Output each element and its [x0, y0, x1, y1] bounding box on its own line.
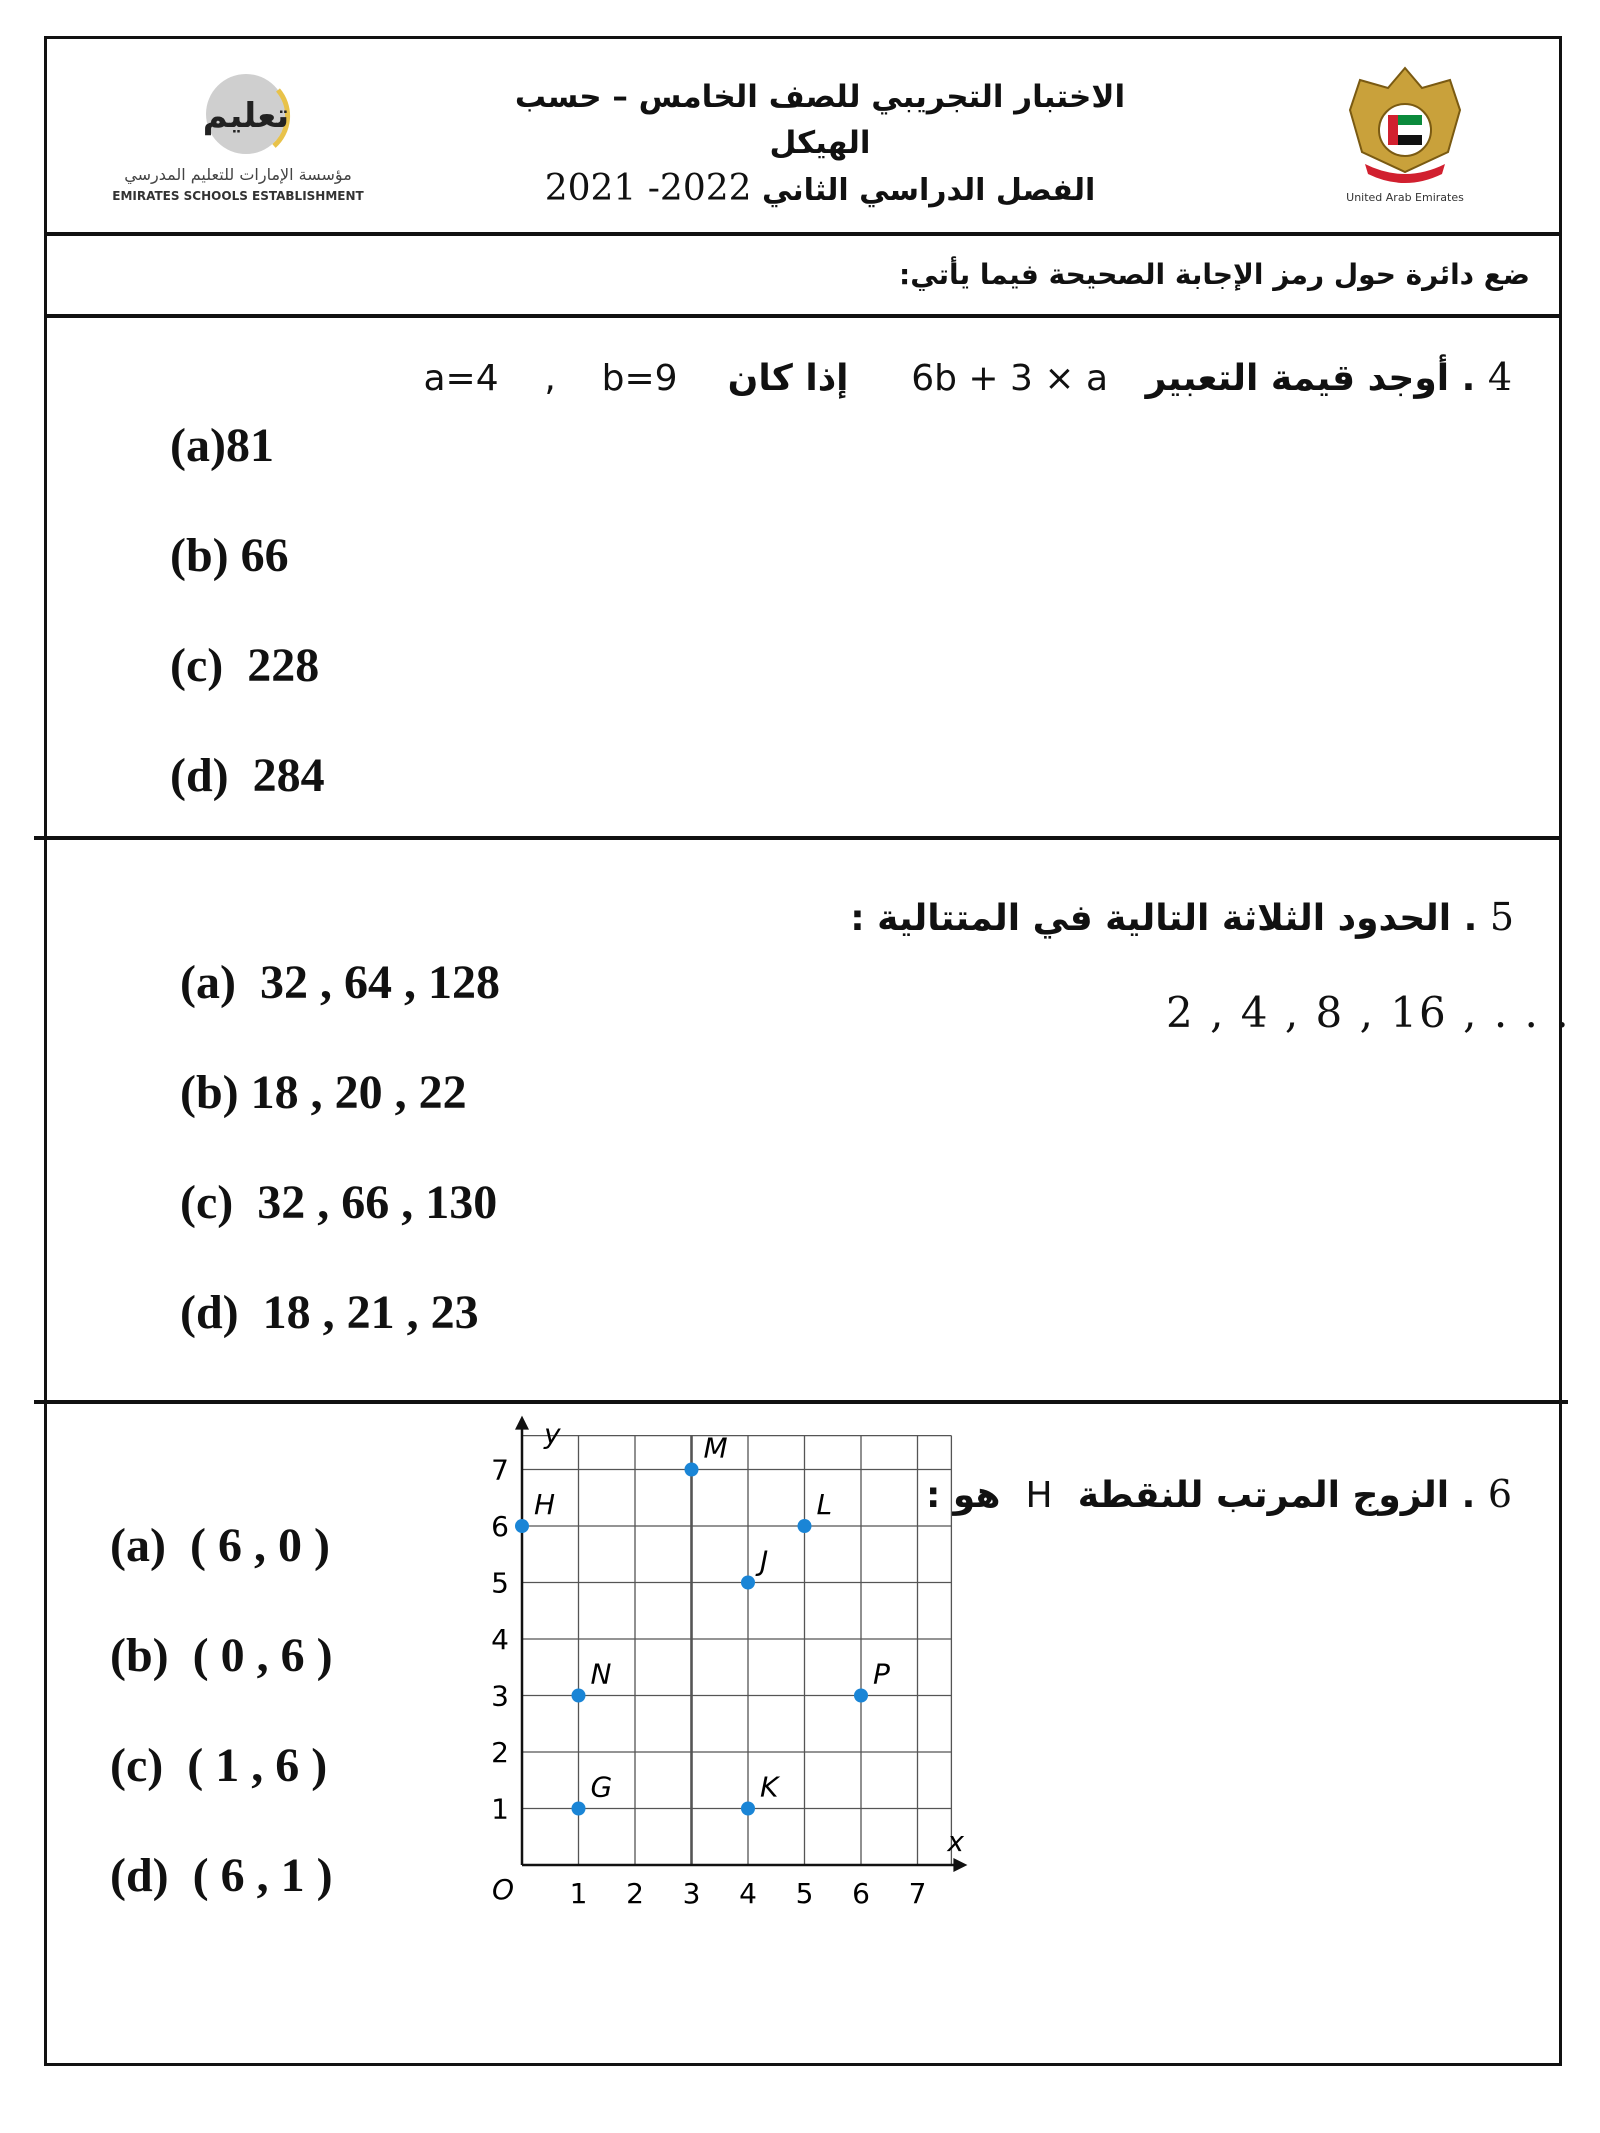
divider-header: [44, 232, 1562, 236]
point-label-M: M: [703, 1431, 728, 1465]
divider-q5: [34, 1400, 1568, 1404]
origin-label: O: [492, 1873, 515, 1906]
x-tick-label-1: 1: [569, 1877, 588, 1910]
x-tick-label-5: 5: [795, 1877, 814, 1910]
y-tick-label-7: 7: [491, 1453, 509, 1487]
q6-option-c[interactable]: (c) ( 1 , 6 ): [110, 1739, 328, 1792]
question-6-point: H: [1025, 1475, 1053, 1516]
point-label-K: K: [760, 1770, 779, 1804]
point-P: [854, 1689, 868, 1703]
question-5-stem: 5 . الحدود الثلاثة التالية في المتتالية :: [850, 895, 1514, 939]
question-6-stem: 6 . الزوج المرتب للنقطة H هو :: [925, 1472, 1512, 1516]
y-axis-label: y: [544, 1417, 561, 1451]
question-6-text: الزوج المرتب للنقطة: [1077, 1475, 1450, 1516]
x-tick-label-3: 3: [682, 1877, 701, 1910]
divider-instruction: [44, 314, 1562, 318]
y-tick-label-2: 2: [491, 1736, 509, 1769]
point-label-H: H: [534, 1488, 556, 1521]
emblem-caption: United Arab Emirates: [1346, 191, 1464, 204]
point-G: [572, 1802, 586, 1816]
question-5-number: 5: [1489, 895, 1514, 939]
y-tick-label-5: 5: [491, 1566, 509, 1600]
data-points: [515, 1432, 890, 1816]
q5-option-b[interactable]: (b) 18 , 20 , 22: [180, 1066, 467, 1119]
q4-option-d[interactable]: (d) 284: [170, 749, 325, 802]
q4-option-c[interactable]: (c) 228: [170, 639, 320, 692]
q5-option-c[interactable]: (c) 32 , 66 , 130: [180, 1176, 498, 1229]
coordinate-grid: [470, 1417, 990, 1915]
question-5-text: الحدود الثلاثة التالية في المتتالية :: [850, 898, 1452, 939]
point-M: [685, 1463, 699, 1477]
logo-subtitle-ar: مؤسسة الإمارات للتعليم المدرسي: [124, 165, 352, 184]
y-tick-label-6: 6: [491, 1510, 509, 1543]
q6-option-a[interactable]: (a) ( 6 , 0 ): [110, 1519, 330, 1572]
point-label-G: G: [590, 1770, 613, 1804]
question-4-stem: 4 . أوجد قيمة التعبير 6b + 3 × a إذا كان a=4 , b=9: [423, 355, 1512, 399]
y-tick-label-3: 3: [491, 1679, 509, 1713]
x-tick-label-6: 6: [852, 1877, 870, 1910]
question-4-condition-label: إذا كان: [727, 358, 849, 399]
y-tick-label-4: 4: [491, 1623, 509, 1656]
ese-logo: [98, 72, 378, 212]
x-tick-label-4: 4: [739, 1877, 757, 1910]
point-label-N: N: [590, 1657, 612, 1691]
grid-lines: [522, 1436, 951, 1865]
logo-arabic-text: تعليم: [202, 96, 290, 136]
point-label-J: J: [760, 1544, 769, 1578]
point-J: [741, 1576, 755, 1590]
page-title: [470, 74, 1170, 214]
divider-q4: [34, 836, 1562, 840]
x-tick-label-7: 7: [908, 1877, 927, 1910]
q5-option-a[interactable]: (a) 32 , 64 , 128: [180, 956, 500, 1009]
uae-emblem: [1330, 60, 1480, 205]
q5-option-d[interactable]: (d) 18 , 21 , 23: [180, 1286, 479, 1339]
title-line-1: الاختبار التجريبي للصف الخامس – حسب الهيكل: [514, 79, 1126, 161]
q4-option-b[interactable]: (b) 66: [170, 529, 289, 582]
point-K: [741, 1802, 755, 1816]
question-4-text: أوجد قيمة التعبير: [1145, 358, 1450, 399]
question-4-number: 4: [1487, 355, 1512, 399]
semester-label: الفصل الدراسي الثاني: [761, 173, 1096, 208]
question-4-condition: a=4 , b=9: [423, 358, 678, 399]
question-4-expression: 6b + 3 × a: [911, 358, 1109, 399]
point-H: [515, 1519, 529, 1533]
question-5-sequence: 2 , 4 , 8 , 16 , . . .: [1166, 988, 1571, 1037]
x-axis-label: x: [947, 1825, 964, 1858]
logo-subtitle-en: EMIRATES SCHOOLS ESTABLISHMENT: [112, 189, 364, 203]
point-label-P: P: [873, 1657, 890, 1691]
x-tick-label-2: 2: [626, 1877, 644, 1910]
question-6-suffix: هو :: [925, 1475, 1001, 1516]
title-line-2: [470, 166, 1170, 214]
x-axis-arrow-icon: [953, 1858, 967, 1872]
y-tick-label-1: 1: [491, 1792, 509, 1826]
q6-option-b[interactable]: (b) ( 0 , 6 ): [110, 1629, 333, 1682]
instruction-text: ضع دائرة حول رمز الإجابة الصحيحة فيما يأتي:: [899, 258, 1530, 291]
question-6-number: 6: [1487, 1472, 1512, 1516]
point-N: [572, 1689, 586, 1703]
academic-year: 2021 -2022: [544, 168, 752, 209]
point-label-L: L: [816, 1488, 833, 1521]
point-L: [798, 1519, 812, 1533]
q6-option-d[interactable]: (d) ( 6 , 1 ): [110, 1849, 333, 1902]
q4-option-a[interactable]: (a)81: [170, 419, 274, 472]
